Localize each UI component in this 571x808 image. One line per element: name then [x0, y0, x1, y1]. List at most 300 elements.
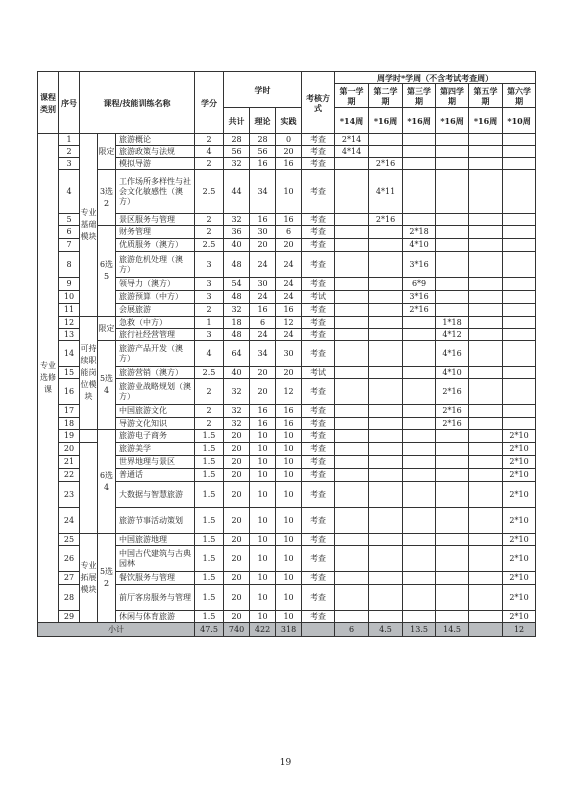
term-3-cell — [403, 418, 436, 430]
row-number: 12 — [59, 317, 80, 329]
term-6-cell — [503, 252, 536, 278]
course-name: 旅游电子商务 — [116, 430, 195, 443]
hours-theory-cell: 10 — [250, 430, 276, 443]
term-5-cell — [469, 534, 503, 546]
term-2-cell — [369, 379, 403, 405]
term-4-cell — [436, 158, 469, 170]
term-6-cell: 2*10 — [503, 585, 536, 611]
hours-total-cell: 32 — [224, 158, 250, 170]
assess-cell: 考查 — [302, 226, 335, 239]
course-name: 优质服务（澳方） — [116, 239, 195, 252]
term-4-cell — [436, 534, 469, 546]
credit-cell: 3 — [195, 252, 224, 278]
term-4-cell — [436, 430, 469, 443]
term-2-cell — [369, 508, 403, 534]
row-number: 2 — [59, 146, 80, 158]
hours-total-cell: 20 — [224, 469, 250, 482]
row-number: 4 — [59, 170, 80, 214]
hours-total-cell: 20 — [224, 534, 250, 546]
table-row — [38, 170, 536, 214]
term-3-cell — [403, 379, 436, 405]
term-2-cell — [369, 367, 403, 379]
credit-cell: 2.5 — [195, 367, 224, 379]
term-1-cell: 2*14 — [335, 134, 369, 146]
row-number: 28 — [59, 585, 80, 611]
hours-total-cell: 48 — [224, 291, 250, 304]
table-body — [38, 72, 536, 637]
hours-practice-cell: 10 — [276, 430, 302, 443]
hours-theory-cell: 10 — [250, 508, 276, 534]
term-3-cell: 2*18 — [403, 226, 436, 239]
hours-total-cell: 20 — [224, 482, 250, 508]
term-3-cell — [403, 170, 436, 214]
module-label-basic: 专业基础模块 — [80, 134, 98, 317]
credit-cell: 1.5 — [195, 572, 224, 585]
term-6-cell — [503, 214, 536, 226]
hours-total-cell: 32 — [224, 304, 250, 317]
hours-theory-cell: 10 — [250, 585, 276, 611]
term-6-cell: 2*10 — [503, 456, 536, 469]
hours-practice-cell: 16 — [276, 418, 302, 430]
term-4-cell: 2*16 — [436, 418, 469, 430]
credit-cell: 1.5 — [195, 430, 224, 443]
header-term-2-weeks: *16周 — [369, 108, 403, 134]
term-5-cell — [469, 304, 503, 317]
term-6-cell — [503, 146, 536, 158]
header-weekly: 周学时*学周（不含考试考查周） — [335, 72, 536, 84]
hours-total-cell: 20 — [224, 611, 250, 623]
term-1-cell — [335, 418, 369, 430]
hours-total-cell: 20 — [224, 443, 250, 456]
hours-theory-cell: 30 — [250, 226, 276, 239]
header-row-1 — [38, 72, 536, 84]
term-1-cell — [335, 317, 369, 329]
term-3-cell: 3*16 — [403, 252, 436, 278]
hours-total-cell: 20 — [224, 585, 250, 611]
header-term-2: 第二学期 — [369, 84, 403, 108]
subtotal-row — [38, 623, 536, 637]
term-4-cell — [436, 611, 469, 623]
term-5-cell — [469, 341, 503, 367]
term-4-cell — [436, 482, 469, 508]
term-6-cell: 2*10 — [503, 611, 536, 623]
term-2-cell — [369, 418, 403, 430]
term-6-cell — [503, 304, 536, 317]
term-5-cell — [469, 291, 503, 304]
row-number: 5 — [59, 214, 80, 226]
row-number: 8 — [59, 252, 80, 278]
subtotal-t4: 14.5 — [436, 623, 469, 637]
term-1-cell — [335, 482, 369, 508]
hours-theory-cell: 10 — [250, 443, 276, 456]
hours-total-cell: 20 — [224, 508, 250, 534]
credit-cell: 2 — [195, 405, 224, 418]
term-3-cell — [403, 546, 436, 572]
term-2-cell — [369, 329, 403, 341]
credit-cell: 2.5 — [195, 170, 224, 214]
hours-total-cell: 56 — [224, 146, 250, 158]
module-blank-cell — [80, 430, 98, 443]
hours-practice-cell: 10 — [276, 456, 302, 469]
row-number: 9 — [59, 278, 80, 291]
hours-practice-cell: 24 — [276, 329, 302, 341]
term-2-cell: 2*16 — [369, 158, 403, 170]
term-5-cell — [469, 278, 503, 291]
assess-cell: 考查 — [302, 252, 335, 278]
term-4-cell — [436, 443, 469, 456]
hours-total-cell: 32 — [224, 379, 250, 405]
term-6-cell — [503, 341, 536, 367]
hours-total-cell: 44 — [224, 170, 250, 214]
hours-practice-cell: 24 — [276, 291, 302, 304]
hours-practice-cell: 20 — [276, 239, 302, 252]
assess-cell: 考查 — [302, 239, 335, 252]
term-1-cell — [335, 214, 369, 226]
assess-cell: 考查 — [302, 508, 335, 534]
table-row — [38, 134, 536, 146]
module-label-career: 可持续职能岗位模块 — [80, 317, 98, 430]
term-6-cell — [503, 367, 536, 379]
term-4-cell — [436, 252, 469, 278]
term-1-cell — [335, 534, 369, 546]
header-seq: 序号 — [59, 72, 80, 134]
hours-total-cell: 32 — [224, 214, 250, 226]
term-6-cell: 2*10 — [503, 443, 536, 456]
term-2-cell — [369, 239, 403, 252]
term-3-cell — [403, 329, 436, 341]
hours-practice-cell: 20 — [276, 146, 302, 158]
term-5-cell — [469, 170, 503, 214]
header-hours: 学时 — [224, 72, 302, 108]
hours-theory-cell: 16 — [250, 304, 276, 317]
term-3-cell — [403, 534, 436, 546]
assess-cell: 考查 — [302, 456, 335, 469]
term-5-cell — [469, 572, 503, 585]
assess-cell: 考查 — [302, 214, 335, 226]
credit-cell: 4 — [195, 341, 224, 367]
term-3-cell — [403, 341, 436, 367]
credit-cell: 2 — [195, 379, 224, 405]
assess-cell: 考查 — [302, 158, 335, 170]
term-3-cell — [403, 585, 436, 611]
header-term-1: 第一学期 — [335, 84, 369, 108]
term-6-cell — [503, 329, 536, 341]
term-4-cell — [436, 304, 469, 317]
term-5-cell — [469, 146, 503, 158]
term-3-cell — [403, 405, 436, 418]
hours-theory-cell: 16 — [250, 405, 276, 418]
hours-total-cell: 48 — [224, 252, 250, 278]
term-5-cell — [469, 379, 503, 405]
subtotal-t5 — [469, 623, 503, 637]
row-number: 13 — [59, 329, 80, 341]
hours-theory-cell: 10 — [250, 469, 276, 482]
course-name: 旅游政策与法规 — [116, 146, 195, 158]
term-2-cell — [369, 443, 403, 456]
term-1-cell — [335, 329, 369, 341]
table-row — [38, 534, 536, 546]
term-1-cell — [335, 572, 369, 585]
course-name: 旅游产品开发（澳方） — [116, 341, 195, 367]
row-number: 20 — [59, 443, 80, 456]
row-number: 10 — [59, 291, 80, 304]
term-5-cell — [469, 226, 503, 239]
term-2-cell — [369, 430, 403, 443]
assess-cell: 考查 — [302, 546, 335, 572]
course-name: 旅游预算（中方） — [116, 291, 195, 304]
course-name: 旅行社经营管理 — [116, 329, 195, 341]
term-1-cell — [335, 239, 369, 252]
table-row — [38, 430, 536, 443]
hours-total-cell: 40 — [224, 239, 250, 252]
term-6-cell — [503, 158, 536, 170]
hours-total-cell: 32 — [224, 418, 250, 430]
assess-cell: 考查 — [302, 146, 335, 158]
row-number: 24 — [59, 508, 80, 534]
hours-practice-cell: 10 — [276, 546, 302, 572]
credit-cell: 2 — [195, 158, 224, 170]
row-number: 22 — [59, 469, 80, 482]
credit-cell: 3 — [195, 278, 224, 291]
hours-total-cell: 20 — [224, 546, 250, 572]
row-number: 25 — [59, 534, 80, 546]
assess-cell: 考查 — [302, 585, 335, 611]
hours-practice-cell: 10 — [276, 482, 302, 508]
credit-cell: 1.5 — [195, 469, 224, 482]
term-5-cell — [469, 329, 503, 341]
term-3-cell — [403, 158, 436, 170]
course-name: 工作场所多样性与社会文化敏感性（澳方） — [116, 170, 195, 214]
term-1-cell — [335, 585, 369, 611]
term-1-cell — [335, 278, 369, 291]
module-label-extend: 专业拓展模块 — [80, 534, 98, 623]
term-6-cell: 2*10 — [503, 469, 536, 482]
row-number: 17 — [59, 405, 80, 418]
credit-cell: 4 — [195, 146, 224, 158]
term-5-cell — [469, 367, 503, 379]
course-name: 旅游危机处理（澳方） — [116, 252, 195, 278]
term-5-cell — [469, 134, 503, 146]
term-4-cell: 1*18 — [436, 317, 469, 329]
term-5-cell — [469, 239, 503, 252]
course-name: 中国旅游文化 — [116, 405, 195, 418]
category-label: 专业选修课 — [38, 134, 59, 623]
term-1-cell — [335, 252, 369, 278]
term-3-cell — [403, 443, 436, 456]
header-term-4-weeks: *16周 — [436, 108, 469, 134]
assess-cell: 考查 — [302, 317, 335, 329]
header-term-5: 第五学期 — [469, 84, 503, 108]
term-1-cell — [335, 443, 369, 456]
term-2-cell — [369, 482, 403, 508]
term-3-cell: 3*16 — [403, 291, 436, 304]
hours-practice-cell: 10 — [276, 469, 302, 482]
term-1-cell — [335, 430, 369, 443]
course-name: 普通话 — [116, 469, 195, 482]
row-number: 16 — [59, 379, 80, 405]
assess-cell: 考试 — [302, 367, 335, 379]
term-5-cell — [469, 214, 503, 226]
subtotal-credit: 47.5 — [195, 623, 224, 637]
term-5-cell — [469, 611, 503, 623]
hours-theory-cell: 56 — [250, 146, 276, 158]
term-3-cell — [403, 611, 436, 623]
page-number: 19 — [279, 758, 292, 768]
term-4-cell — [436, 278, 469, 291]
course-name: 急救（中方） — [116, 317, 195, 329]
term-3-cell — [403, 317, 436, 329]
course-name: 大数据与智慧旅游 — [116, 482, 195, 508]
term-3-cell: 4*10 — [403, 239, 436, 252]
hours-total-cell: 20 — [224, 572, 250, 585]
row-number: 27 — [59, 572, 80, 585]
term-6-cell — [503, 405, 536, 418]
term-6-cell — [503, 317, 536, 329]
term-6-cell: 2*10 — [503, 534, 536, 546]
assess-cell: 考查 — [302, 534, 335, 546]
term-4-cell — [436, 456, 469, 469]
term-5-cell — [469, 508, 503, 534]
row-number: 3 — [59, 158, 80, 170]
course-name: 领导力（澳方） — [116, 278, 195, 291]
curriculum-table — [37, 71, 536, 637]
hours-practice-cell: 16 — [276, 158, 302, 170]
hours-practice-cell: 10 — [276, 572, 302, 585]
hours-practice-cell: 6 — [276, 226, 302, 239]
credit-cell: 1 — [195, 317, 224, 329]
hours-practice-cell: 10 — [276, 508, 302, 534]
term-4-cell — [436, 239, 469, 252]
credit-cell: 1.5 — [195, 611, 224, 623]
assess-cell: 考试 — [302, 291, 335, 304]
course-name: 景区服务与管理 — [116, 214, 195, 226]
term-2-cell — [369, 278, 403, 291]
header-hours-total: 共计 — [224, 108, 250, 134]
header-course-name: 课程/技能训练名称 — [80, 72, 195, 134]
course-name: 世界地理与景区 — [116, 456, 195, 469]
hours-theory-cell: 6 — [250, 317, 276, 329]
term-4-cell — [436, 146, 469, 158]
hours-theory-cell: 10 — [250, 534, 276, 546]
term-2-cell — [369, 585, 403, 611]
header-term-4: 第四学期 — [436, 84, 469, 108]
assess-cell: 考查 — [302, 469, 335, 482]
hours-theory-cell: 34 — [250, 341, 276, 367]
assess-cell: 考查 — [302, 134, 335, 146]
credit-cell: 2 — [195, 134, 224, 146]
header-hours-theory: 理论 — [250, 108, 276, 134]
term-5-cell — [469, 456, 503, 469]
hours-theory-cell: 20 — [250, 367, 276, 379]
hours-practice-cell: 24 — [276, 252, 302, 278]
hours-theory-cell: 16 — [250, 418, 276, 430]
term-3-cell — [403, 508, 436, 534]
term-4-cell: 2*16 — [436, 405, 469, 418]
term-5-cell — [469, 418, 503, 430]
row-number: 29 — [59, 611, 80, 623]
credit-cell: 2 — [195, 214, 224, 226]
row-number: 7 — [59, 239, 80, 252]
term-3-cell: 6*9 — [403, 278, 436, 291]
term-6-cell — [503, 134, 536, 146]
term-4-cell: 4*12 — [436, 329, 469, 341]
term-5-cell — [469, 252, 503, 278]
hours-practice-cell: 10 — [276, 170, 302, 214]
term-3-cell — [403, 214, 436, 226]
term-1-cell — [335, 341, 369, 367]
term-4-cell — [436, 170, 469, 214]
term-1-cell — [335, 304, 369, 317]
header-category: 课程类别 — [38, 72, 59, 134]
hours-practice-cell: 16 — [276, 214, 302, 226]
course-name: 休闲与体育旅游 — [116, 611, 195, 623]
term-2-cell — [369, 456, 403, 469]
term-2-cell — [369, 341, 403, 367]
course-name: 中国古代建筑与古典园林 — [116, 546, 195, 572]
row-number: 15 — [59, 367, 80, 379]
row-number: 6 — [59, 226, 80, 239]
term-2-cell — [369, 317, 403, 329]
row-number: 23 — [59, 482, 80, 508]
hours-theory-cell: 34 — [250, 170, 276, 214]
hours-practice-cell: 16 — [276, 304, 302, 317]
term-5-cell — [469, 158, 503, 170]
term-5-cell — [469, 317, 503, 329]
course-name: 中国旅游地理 — [116, 534, 195, 546]
hours-theory-cell: 10 — [250, 611, 276, 623]
assess-cell: 考查 — [302, 482, 335, 508]
header-term-3: 第三学期 — [403, 84, 436, 108]
term-4-cell — [436, 572, 469, 585]
module-blank-cell-2 — [80, 443, 98, 534]
pick-label-5-2: 5选2 — [98, 534, 116, 623]
course-name: 旅游美学 — [116, 443, 195, 456]
term-3-cell — [403, 456, 436, 469]
term-1-cell — [335, 170, 369, 214]
term-1-cell — [335, 405, 369, 418]
term-2-cell: 2*16 — [369, 214, 403, 226]
term-6-cell: 2*10 — [503, 508, 536, 534]
term-5-cell — [469, 443, 503, 456]
term-4-cell — [436, 469, 469, 482]
term-6-cell — [503, 226, 536, 239]
credit-cell: 1.5 — [195, 534, 224, 546]
hours-practice-cell: 10 — [276, 611, 302, 623]
pick-label-6-4: 6选4 — [98, 430, 116, 534]
term-1-cell — [335, 508, 369, 534]
assess-cell: 考查 — [302, 329, 335, 341]
hours-practice-cell: 30 — [276, 341, 302, 367]
hours-theory-cell: 24 — [250, 291, 276, 304]
term-1-cell — [335, 226, 369, 239]
hours-practice-cell: 16 — [276, 405, 302, 418]
term-6-cell — [503, 379, 536, 405]
course-name: 餐饮服务与管理 — [116, 572, 195, 585]
term-6-cell — [503, 170, 536, 214]
assess-cell: 考查 — [302, 611, 335, 623]
credit-cell: 1.5 — [195, 585, 224, 611]
hours-practice-cell: 0 — [276, 134, 302, 146]
pick-label-3-2: 3选2 — [98, 170, 116, 226]
subtotal-t2: 4.5 — [369, 623, 403, 637]
table-row — [38, 341, 536, 367]
credit-cell: 3 — [195, 329, 224, 341]
hours-theory-cell: 10 — [250, 572, 276, 585]
term-2-cell — [369, 534, 403, 546]
term-6-cell — [503, 278, 536, 291]
header-assess: 考核方式 — [302, 72, 335, 134]
header-term-1-weeks: *14周 — [335, 108, 369, 134]
